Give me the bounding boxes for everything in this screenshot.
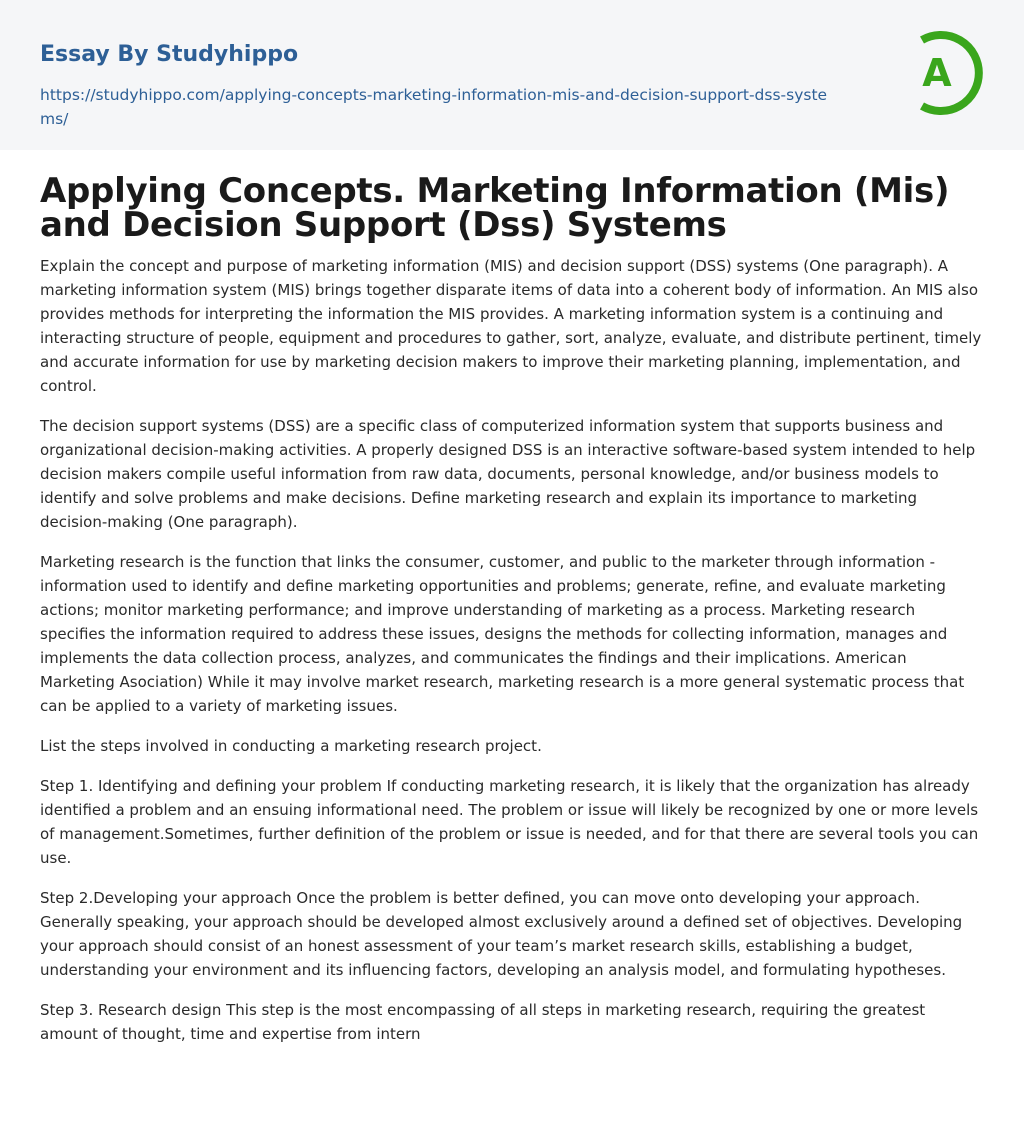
essay-title: Applying Concepts. Marketing Information (Mis) and Decision Support (Dss) Systems	[40, 171, 950, 245]
essay-paragraph: List the steps involved in conducting a marketing research project.	[40, 737, 542, 755]
essay-paragraph: Step 3. Research design This step is the most encompassing of all steps in marketing research, requiring the greatest amount of thought, time and expertise from intern	[40, 1001, 926, 1043]
brand-title: Essay By Studyhippo	[40, 42, 299, 67]
studyhippo-logo-icon	[896, 28, 986, 118]
site-header	[0, 0, 1024, 150]
essay-content	[0, 171, 1024, 1046]
essay-paragraph: The decision support systems (DSS) are a specific class of computerized information system that supports business and organizational decision-making activities. A properly designed DSS is an interactive software-based system intended to help decision makers compile useful information from raw data, documents, personal knowledge, and/or business models to identify and solve problems and make decisions. Define marketing research and explain its importance to marketing decision-making (One paragraph).	[40, 417, 976, 531]
source-url-link[interactable]: https://studyhippo.com/applying-concepts-marketing-information-mis-and-decision-support-dss-systems/	[40, 86, 828, 128]
essay-paragraph: Marketing research is the function that links the consumer, customer, and public to the marketer through information - information used to identify and define marketing opportunities and problems; generate, refine, and evaluate marketing actions; monitor marketing performance; and improve understanding of marketing as a process. Marketing research specifies the information required to address these issues, designs the methods for collecting information, manages and implements the data collection process, analyzes, and communicates the findings and their implications. American Marketing Asociation) While it may involve market research, marketing research is a more general systematic process that can be applied to a variety of marketing issues.	[40, 553, 965, 715]
essay-paragraph: Step 1. Identifying and defining your problem If conducting marketing research, it is likely that the organization has already identified a problem and an ensuing informational need. The problem or issue will likely be recognized by one or more levels of management.Sometimes, further definition of the problem or issue is needed, and for that there are several tools you can use.	[40, 777, 979, 867]
essay-paragraph: Step 2.Developing your approach Once the problem is better defined, you can move onto developing your approach. Generally speaking, your approach should be developed almost exclusively around a defined set of objectives. Developing your approach should consist of an honest assessment of your team’s market research skills, establishing a budget, understanding your environment and its influencing factors, developing an analysis model, and formulating hypotheses.	[40, 889, 963, 979]
essay-paragraph: Explain the concept and purpose of marketing information (MIS) and decision support (DSS) systems (One paragraph). A marketing information system (MIS) brings together disparate items of data into a coherent body of information. An MIS also provides methods for interpreting the information the MIS provides. A marketing information system is a continuing and interacting structure of people, equipment and procedures to gather, sort, analyze, evaluate, and distribute pertinent, timely and accurate information for use by marketing decision makers to improve their marketing planning, implementation, and control.	[40, 257, 982, 395]
logo-letter: A	[922, 51, 952, 95]
